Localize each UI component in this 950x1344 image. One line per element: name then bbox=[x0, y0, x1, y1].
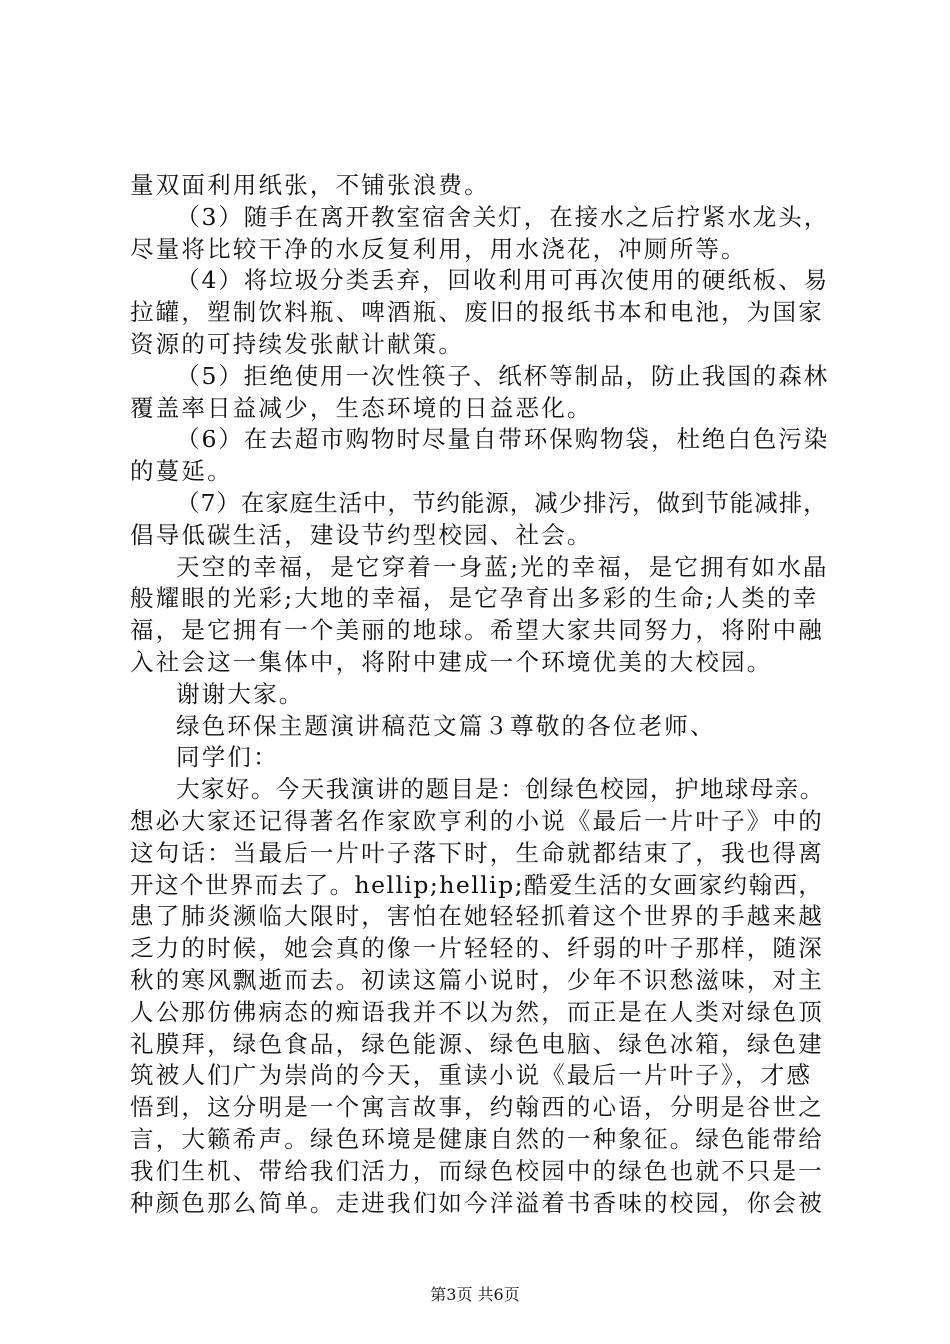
text-line: 秋的寒风飘逝而去。初读这篇小说时，少年不识愁滋味，对主 bbox=[130, 965, 824, 994]
text-line: 拉罐，塑制饮料瓶、啤酒瓶、废旧的报纸书本和电池，为国家 bbox=[130, 298, 824, 327]
text-line: 筑被人们广为崇尚的今天，重读小说《最后一片叶子》，才感 bbox=[130, 1061, 813, 1090]
text-line: 礼膜拜，绿色食品，绿色能源、绿色电脑、绿色冰箱，绿色建 bbox=[130, 1029, 824, 1058]
text-line: 福，是它拥有一个美丽的地球。希望大家共同努力，将附中融 bbox=[130, 616, 824, 645]
text-line: 倡导低碳生活，建设节约型校园、社会。 bbox=[130, 520, 593, 549]
text-line: （5）拒绝使用一次性筷子、纸杯等制品，防止我国的森林 bbox=[176, 361, 830, 390]
text-line: 绿色环保主题演讲稿范文篇３尊敬的各位老师、 bbox=[176, 711, 716, 740]
text-line: 般耀眼的光彩;大地的幸福，是它孕育出多彩的生命;人类的幸 bbox=[130, 584, 819, 613]
text-line: 天空的幸福，是它穿着一身蓝;光的幸福，是它拥有如水晶 bbox=[176, 552, 829, 581]
text-line: 资源的可持续发张献计献策。 bbox=[130, 329, 465, 358]
document-body bbox=[130, 170, 830, 1219]
text-line: 人公那仿佛病态的痴语我并不以为然，而正是在人类对绿色顶 bbox=[130, 997, 824, 1026]
text-line: （7）在家庭生活中，节约能源，减少排污，做到节能减排， bbox=[176, 488, 828, 517]
text-line: （3）随手在离开教室宿舍关灯，在接水之后拧紧水龙头， bbox=[176, 202, 830, 231]
text-line: 患了肺炎濒临大限时，害怕在她轻轻抓着这个世界的手越来越 bbox=[130, 902, 824, 931]
text-line: 种颜色那么简单。走进我们如今洋溢着书香味的校园，你会被 bbox=[130, 1188, 824, 1217]
text-line: 的蔓延。 bbox=[130, 457, 233, 486]
text-line: 悟到，这分明是一个寓言故事，约翰西的心语，分明是谷世之 bbox=[130, 1093, 824, 1122]
text-line: 这句话：当最后一片叶子落下时，生命就都结束了，我也得离 bbox=[130, 838, 824, 867]
text-line: 想必大家还记得著名作家欧亨利的小说《最后一片叶子》中的 bbox=[130, 806, 824, 835]
text-line: 入社会这一集体中，将附中建成一个环境优美的大校园。 bbox=[130, 647, 773, 676]
text-line: 开这个世界而去了。hellip;hellip;酷爱生活的女画家约翰西， bbox=[130, 870, 824, 899]
text-line: 量双面利用纸张，不铺张浪费。 bbox=[130, 171, 490, 199]
text-line: 大家好。今天我演讲的题目是：创绿色校园，护地球母亲。 bbox=[176, 775, 825, 804]
text-line: （6）在去超市购物时尽量自带环保购物袋，杜绝白色污染 bbox=[176, 425, 830, 454]
text-line: 言，大籁希声。绿色环境是健康自然的一种象征。绿色能带给 bbox=[130, 1124, 824, 1153]
text-line: 尽量将比较干净的水反复利用，用水浇花，冲厕所等。 bbox=[130, 234, 747, 263]
text-line: 我们生机、带给我们活力，而绿色校园中的绿色也就不只是一 bbox=[130, 1156, 824, 1185]
text-line: 覆盖率日益减少，生态环境的日益恶化。 bbox=[130, 393, 593, 422]
text-line: （4）将垃圾分类丢弃，回收利用可再次使用的硬纸板、易 bbox=[176, 266, 830, 295]
text-line: 同学们： bbox=[176, 743, 279, 772]
text-line: 谢谢大家。 bbox=[176, 679, 305, 708]
page-footer: 第3页 共6页 bbox=[430, 1285, 520, 1304]
text-line: 乏力的时候，她会真的像一片轻轻的、纤弱的叶子那样，随深 bbox=[130, 934, 824, 963]
